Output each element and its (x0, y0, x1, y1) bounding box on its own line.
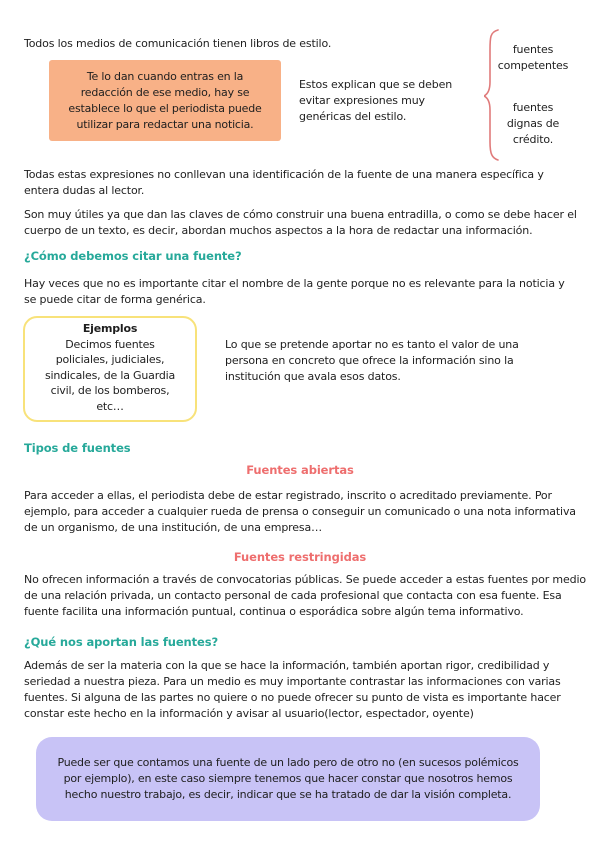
paragraph-utiles: Son muy útiles ya que dan las claves de cómo construir una buena entradilla, o como se debe hacer el cuerpo de un texto, es decir, abordan muchos aspectos a la hora de redactar una información. (24, 208, 577, 237)
examples-note: Lo que se pretende aportar no es tanto el valor de una persona en concreto que ofrece la información sino la institución que avala esos datos. (225, 338, 519, 383)
subheading-fuentes-abiertas: Fuentes abiertas (246, 463, 354, 477)
purple-callout-text: Puede ser que contamos una fuente de un lado pero de otro no (en sucesos polémicos por ejemplo), en este caso siempre tenemos que hacer constar que nosotros hemos hecho nuestro trabajo, es decir, indicar que se ha tratado de dar la visión completa. (57, 756, 519, 801)
subheading-fuentes-restringidas: Fuentes restringidas (233, 550, 367, 564)
paragraph-fuentes-restringidas: No ofrecen información a través de convocatorias públicas. Se puede acceder a estas fuentes por medio de una relación privada, un contacto personal de cada profesional que contacta con esa fuente. Esa fuente facilita una información puntual, continua o esporádica sobre algún tema informativo. (24, 573, 586, 618)
brace-item-dignas: fuentes dignas de crédito. (506, 101, 560, 146)
paragraph-aportan: Además de ser la materia con la que se hace la información, también aportan rigor, credibilidad y seriedad a nuestra pieza. Para un medio es muy importante contrastar las informaciones con varias fuentes. Si alguna de las partes no quiere o no puede ofrecer su punto de vista es importante hacer constar este hecho en la información y avisar al usuario(lector, espectador, oyente) (24, 659, 561, 720)
orange-callout (49, 60, 281, 141)
examples-title: Ejemplos (82, 322, 138, 335)
purple-callout (36, 737, 540, 821)
heading-citar-fuente: ¿Cómo debemos citar una fuente? (24, 249, 242, 263)
orange-callout-text: Te lo dan cuando entras en la redacción de ese medio, hay se establece lo que el periodista puede utilizar para redactar una noticia. (68, 69, 262, 131)
heading-aportan-fuentes: ¿Qué nos aportan las fuentes? (24, 635, 219, 649)
examples-text: Decimos fuentes policiales, judiciales, sindicales, de la Guardia civil, de los bomberos, etc… (44, 337, 176, 413)
examples-box (23, 316, 197, 422)
paragraph-citar: Hay veces que no es importante citar el nombre de la gente porque no es relevante para la noticia y se puede citar de forma genérica. (24, 277, 565, 306)
brace-item-competentes: fuentes competentes (497, 43, 569, 72)
intro-text: Todos los medios de comunicación tienen libros de estilo. (24, 37, 332, 50)
paragraph-fuentes-abiertas: Para acceder a ellas, el periodista debe de estar registrado, inscrito o acreditado previamente. Por ejemplo, para acceder a cualquier rueda de prensa o conseguir un comunicado o una nota informativa de un organismo, de una institución, de una empresa… (24, 489, 576, 534)
style-note: Estos explican que se deben evitar expresiones muy genéricas del estilo. (299, 78, 453, 123)
heading-tipos-fuentes: Tipos de fuentes (24, 441, 131, 455)
paragraph-expresiones: Todas estas expresiones no conllevan una identificación de la fuente de una manera específica y entera dudas al lector. (24, 168, 544, 197)
